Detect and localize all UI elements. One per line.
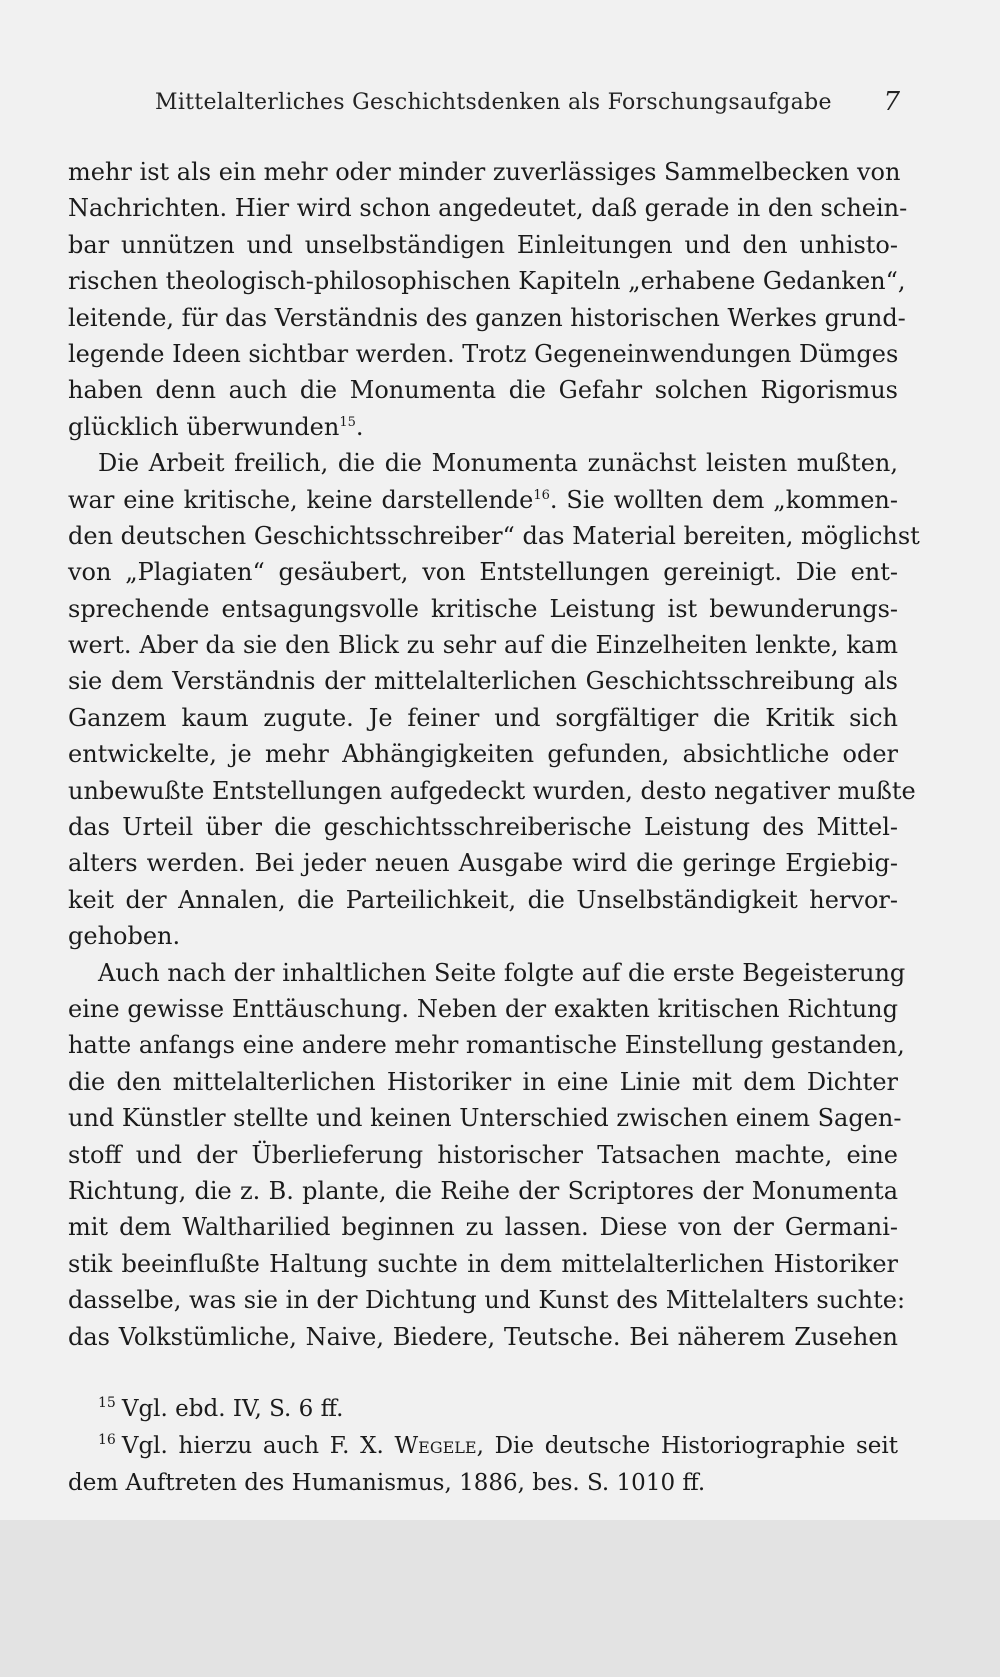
main-text [68,154,920,1355]
text-line: unbewußte Entstellungen aufgedeckt wurden, desto negativer mußte [68,776,916,805]
text-line: alters werden. Bei jeder neuen Ausgabe wird die geringe Ergiebig- [68,849,898,878]
text-line: die den mittelalterlichen Historiker in eine Linie mit dem Dichter [68,1067,898,1096]
text-line [68,409,898,445]
text-line: und Künstler stellte und keinen Unterschied zwischen einem Sagen- [68,1104,902,1133]
text-line: Richtung, die z. B. plante, die Reihe der Scriptores der Monumenta [68,1176,898,1205]
punctuation: . [549,485,558,514]
footnote-number: 16 [98,1432,116,1449]
text-line: Auch nach der inhaltlichen Seite folgte auf die erste Begeisterung [98,958,906,987]
footnotes [68,1391,898,1502]
text-line: eine gewisse Enttäuschung. Neben der exakten kritischen Richtung [68,994,898,1023]
text-line: das Volkstümliche, Naive, Biedere, Teutsche. Bei näherem Zusehen [68,1322,898,1351]
text-line: leitende, für das Verständnis des ganzen historischen Werkes grund- [68,303,906,332]
punctuation: . [355,412,364,441]
text-line: haben denn auch die Monumenta die Gefahr solchen Rigorismus [68,376,898,405]
footnote-text: Vgl. ebd. IV, S. 6 ff. [121,1396,344,1422]
text-line: keit der Annalen, die Parteilichkeit, die Unselbständigkeit hervor- [68,885,898,914]
text-line-content: glücklich überwunden [68,412,340,441]
footnote-15 [68,1391,898,1428]
author-name: Wegele [394,1433,477,1459]
text-line: sie dem Verständnis der mittelalterlichen Geschichtsschreibung als [68,667,898,696]
text-line: gehoben. [68,922,181,951]
text-line: rischen theologisch-philosophischen Kapiteln „erhabene Gedanken“, [68,267,906,296]
footnote-ref-16[interactable]: 16 [533,487,550,503]
footnote-ref-15[interactable]: 15 [339,414,356,430]
footnote-text: Vgl. hierzu auch F. X. [121,1433,384,1459]
text-line: mehr ist als ein mehr oder minder zuverlässiges Sammelbecken von [68,158,901,186]
text-line: legende Ideen sichtbar werden. Trotz Gegeneinwendungen Dümges [68,339,899,368]
text-line-content: Sie wollten dem „kommen- [557,485,898,514]
text-line: Nachrichten. Hier wird schon angedeutet, daß gerade in den schein- [68,194,908,223]
text-line: stoff und der Überlieferung historischer Tatsachen machte, eine [68,1140,898,1169]
text-line: bar unnützen und unselbständigen Einleitungen und den unhisto- [68,230,898,259]
footnote-text: , Die deutsche Historiographie seit [476,1433,899,1459]
text-line: den deutschen Geschichtsschreiber“ das Material bereiten, möglichst [68,521,920,550]
text-line: Die Arbeit freilich, die die Monumenta zunächst leisten mußten, [98,449,898,478]
footnote-16 [68,1428,898,1465]
text-line: wert. Aber da sie den Blick zu sehr auf die Einzelheiten lenkte, kam [68,631,898,660]
text-line: stik beeinflußte Haltung suchte in dem mittelalterlichen Historiker [68,1249,898,1278]
page-number: 7 [883,87,900,117]
text-line: sprechende entsagungsvolle kritische Leistung ist bewunderungs- [68,594,898,623]
text-line: entwickelte, je mehr Abhängigkeiten gefunden, absichtliche oder [68,740,898,769]
text-line: dasselbe, was sie in der Dichtung und Kunst des Mittelalters suchte: [68,1286,906,1315]
text-line-content: war eine kritische, keine darstellende [68,485,534,514]
footnote-number: 15 [98,1395,116,1412]
text-line: hatte anfangs eine andere mehr romantische Einstellung gestanden, [68,1031,905,1060]
footnote-16-continued: dem Auftreten des Humanismus, 1886, bes. S. 1010 ff. [68,1470,706,1496]
text-line: von „Plagiaten“ gesäubert, von Entstellungen gereinigt. Die ent- [68,558,898,587]
running-title: Mittelalterliches Geschichtsdenken als Forschungsaufgabe [155,90,832,115]
text-line: das Urteil über die geschichtsschreiberische Leistung des Mittel- [68,813,898,842]
text-line: Ganzem kaum zugute. Je feiner und sorgfältiger die Kritik sich [68,703,898,732]
text-line [68,482,898,518]
text-line: mit dem Waltharilied beginnen zu lassen. Diese von der Germani- [68,1213,898,1242]
